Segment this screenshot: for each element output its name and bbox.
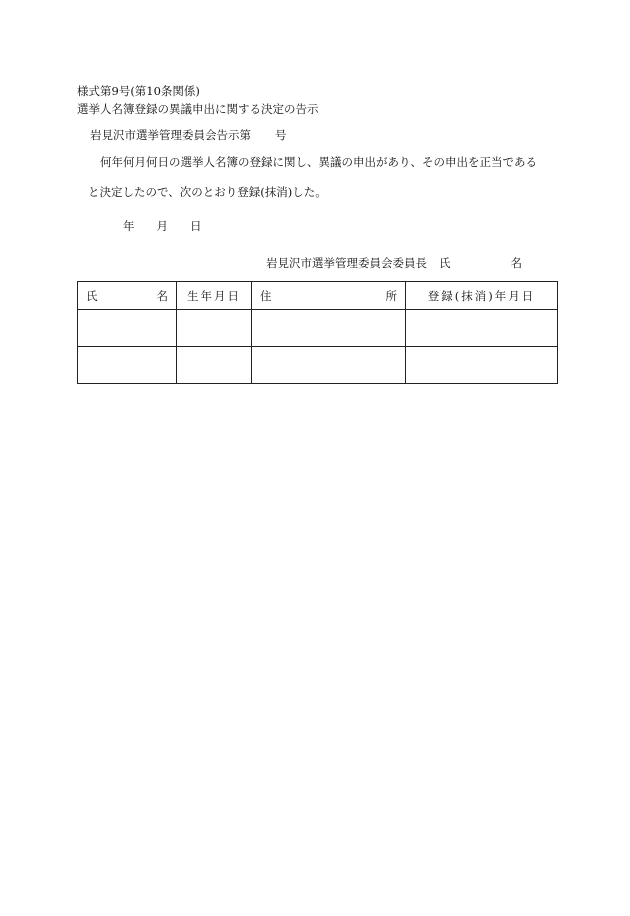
header-registration-date-label: 登録(抹消)年月日	[427, 288, 536, 303]
table-cell	[406, 310, 558, 347]
table-cell	[177, 310, 252, 347]
form-number: 様式第9号(第10条関係)	[77, 84, 200, 98]
table-header-row	[78, 282, 558, 310]
header-address-left: 住	[260, 288, 272, 303]
header-birthdate-label: 生年月日	[187, 288, 241, 303]
table-row	[78, 347, 558, 384]
document-title: 選挙人名簿登録の異議申出に関する決定の告示	[77, 102, 319, 116]
header-registration-date	[406, 282, 558, 310]
date-line	[123, 219, 202, 233]
notice-number	[90, 128, 287, 142]
date-year-label: 年	[123, 219, 135, 233]
table-cell	[78, 347, 177, 384]
notice-number-suffix: 号	[275, 128, 287, 142]
header-name-left: 氏	[86, 288, 98, 303]
date-day-label: 日	[190, 219, 202, 233]
table-cell	[78, 310, 177, 347]
table-cell	[252, 347, 406, 384]
date-month-label: 月	[156, 219, 168, 233]
signatory-name-right: 名	[510, 256, 522, 270]
table-cell	[177, 347, 252, 384]
header-name-right: 名	[156, 288, 168, 303]
signatory-title: 岩見沢市選挙管理委員会委員長	[266, 256, 427, 270]
header-address	[252, 282, 406, 310]
registration-table	[77, 281, 558, 384]
header-name	[78, 282, 177, 310]
table-cell	[406, 347, 558, 384]
header-address-right: 所	[385, 288, 397, 303]
signature-line	[266, 256, 522, 270]
header-birthdate	[177, 282, 252, 310]
table-row	[78, 310, 558, 347]
signatory-name-left: 氏	[439, 256, 451, 270]
table-cell	[252, 310, 406, 347]
body-text-line-2: と決定したので、次のとおり登録(抹消)した。	[88, 185, 327, 199]
notice-number-prefix: 岩見沢市選挙管理委員会告示第	[90, 128, 251, 142]
body-text-line-1: 何年何月何日の選挙人名簿の登録に関し、異議の申出があり、その申出を正当である	[100, 155, 537, 169]
